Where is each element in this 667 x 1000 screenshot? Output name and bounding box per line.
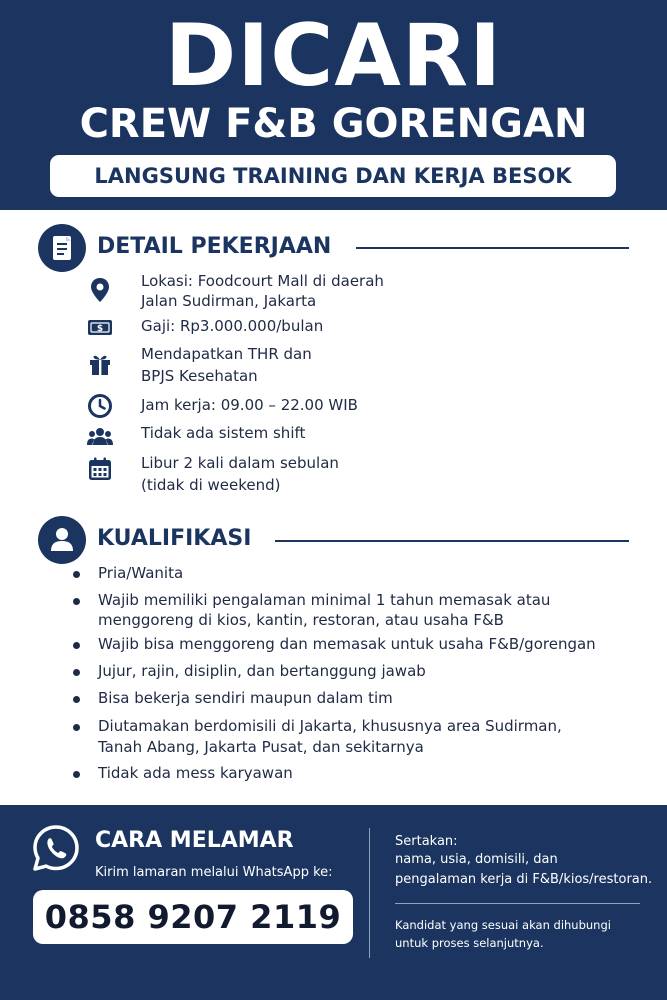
- user-icon: [38, 516, 86, 564]
- kualifikasi-item-cont: Tanah Abang, Jakarta Pusat, dan sekitarnya: [98, 738, 424, 756]
- detail-shift: Tidak ada sistem shift: [141, 424, 306, 442]
- kualifikasi-item: Pria/Wanita: [98, 564, 184, 582]
- money-icon: [86, 313, 114, 341]
- phone-number[interactable]: 0858 9207 2119: [33, 890, 353, 944]
- kualifikasi-item: Wajib memiliki pengalaman minimal 1 tahun memasak atau: [98, 591, 551, 609]
- gift-icon: [86, 349, 114, 377]
- bullet-icon: [73, 771, 80, 778]
- kualifikasi-item: Jujur, rajin, disiplin, dan bertanggung jawab: [98, 662, 426, 680]
- detail-section-title: DETAIL PEKERJAAN: [97, 234, 332, 259]
- footer-note-line: untuk proses selanjutnya.: [395, 936, 544, 950]
- attach-line: pengalaman kerja di F&B/kios/restoran.: [395, 872, 653, 887]
- whatsapp-icon: [30, 822, 82, 874]
- bullet-icon: [73, 598, 80, 605]
- poster-subtitle: CREW F&B GORENGAN: [79, 101, 588, 147]
- detail-libur-line1: Libur 2 kali dalam sebulan: [141, 454, 339, 472]
- detail-libur-line2: (tidak di weekend): [141, 476, 281, 494]
- kualifikasi-item-cont: menggoreng di kios, kantin, restoran, atau usaha F&B: [98, 611, 504, 629]
- kualifikasi-item: Bisa bekerja sendiri maupun dalam tim: [98, 689, 393, 707]
- location-pin-icon: [86, 276, 114, 304]
- kualifikasi-section-title: KUALIFIKASI: [97, 526, 252, 551]
- cara-melamar-title: CARA MELAMAR: [95, 828, 294, 853]
- detail-thr-line2: BPJS Kesehatan: [141, 367, 258, 385]
- footer-vertical-divider: [369, 828, 370, 958]
- bullet-icon: [73, 669, 80, 676]
- footer-horizontal-divider: [395, 903, 640, 904]
- kualifikasi-item: Wajib bisa menggoreng dan memasak untuk usaha F&B/gorengan: [98, 635, 596, 653]
- detail-lokasi-line2: Jalan Sudirman, Jakarta: [141, 292, 317, 310]
- tagline-pill: LANGSUNG TRAINING DAN KERJA BESOK: [50, 155, 616, 197]
- document-icon: [38, 224, 86, 272]
- attach-line: nama, usia, domisili, dan: [395, 852, 558, 867]
- detail-divider: [356, 247, 629, 249]
- people-icon: [86, 422, 114, 450]
- bullet-icon: [73, 724, 80, 731]
- detail-jam-kerja: Jam kerja: 09.00 – 22.00 WIB: [141, 396, 358, 414]
- bullet-icon: [73, 642, 80, 649]
- kualifikasi-item: Tidak ada mess karyawan: [98, 764, 293, 782]
- clock-icon: [86, 392, 114, 420]
- header-banner: [0, 0, 667, 210]
- detail-thr-line1: Mendapatkan THR dan: [141, 345, 312, 363]
- svg-text:$: $: [96, 324, 104, 334]
- attach-label: Sertakan:: [395, 834, 458, 849]
- bullet-icon: [73, 696, 80, 703]
- kualifikasi-item: Diutamakan berdomisili di Jakarta, khususnya area Sudirman,: [98, 717, 562, 735]
- detail-gaji: Gaji: Rp3.000.000/bulan: [141, 317, 324, 335]
- bullet-icon: [73, 571, 80, 578]
- footer-note-line: Kandidat yang sesuai akan dihubungi: [395, 918, 611, 932]
- calendar-icon: [86, 455, 114, 483]
- kualifikasi-divider: [275, 540, 629, 542]
- detail-lokasi-line1: Lokasi: Foodcourt Mall di daerah: [141, 272, 384, 290]
- poster-title: DICARI: [164, 6, 503, 106]
- whatsapp-instruction: Kirim lamaran melalui WhatsApp ke:: [95, 865, 333, 880]
